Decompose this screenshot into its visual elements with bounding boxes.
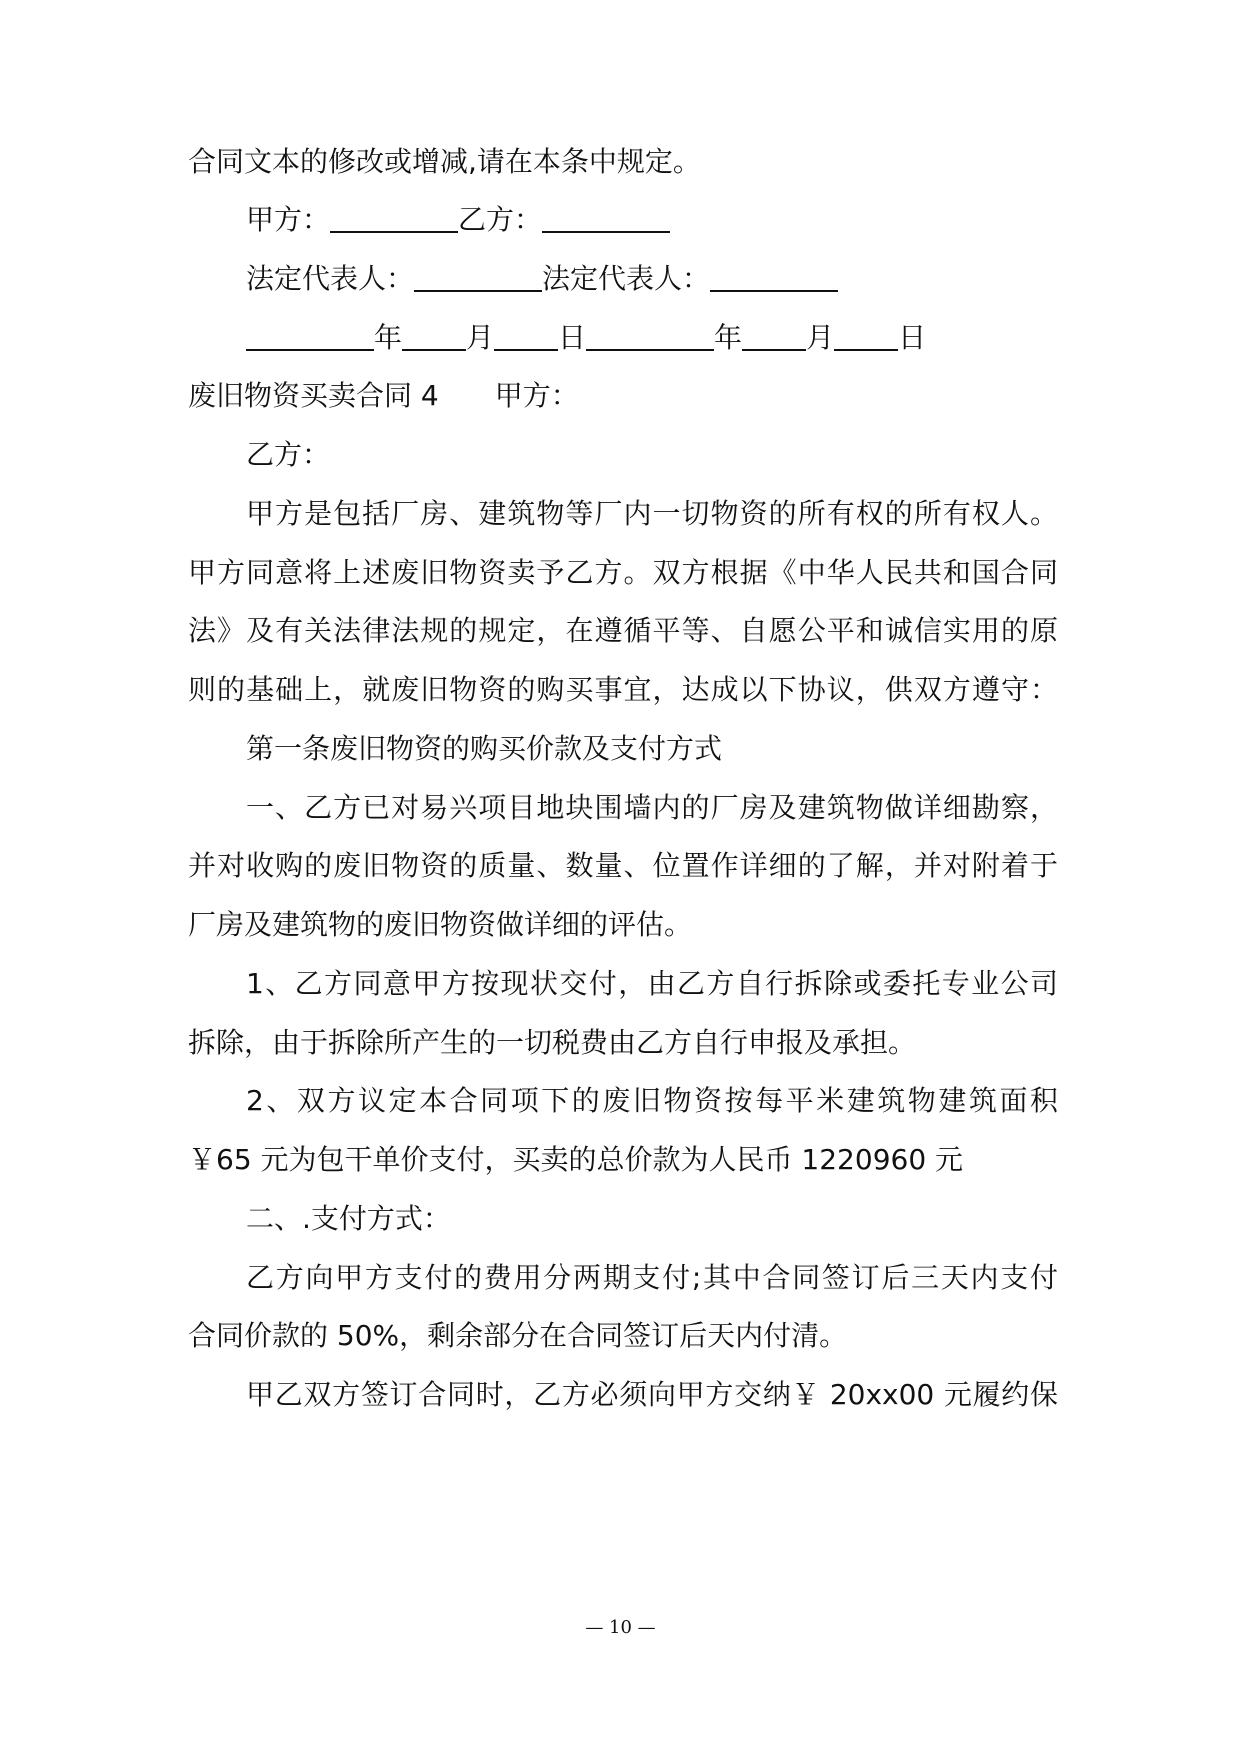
party-a-blank: [330, 201, 458, 233]
text-line: 一、乙方已对易兴项目地块围墙内的厂房及建筑物做详细勘察，: [246, 791, 1058, 824]
rep-b-blank: [710, 260, 838, 292]
year-label: 年: [714, 321, 743, 354]
day-label: 日: [558, 321, 587, 354]
text-line: 1、乙方同意甲方按现状交付，由乙方自行拆除或委托专业公司: [246, 967, 1058, 1000]
party-b-label: 乙方：: [458, 203, 543, 236]
day-blank: [834, 319, 898, 351]
day-label: 日: [898, 321, 927, 354]
party-b-blank: [542, 201, 670, 233]
contract-title: 废旧物资买卖合同 4: [188, 379, 439, 412]
month-blank: [402, 319, 466, 351]
text-line: 合同价款的 50%，剩余部分在合同签订后天内付清。: [188, 1319, 848, 1352]
article-heading: 第一条废旧物资的购买价款及支付方式: [246, 732, 723, 765]
text-line: 法》及有关法律法规的规定，在遵循平等、自愿公平和诚信实用的原: [188, 614, 1058, 647]
signature-parties-line: [246, 200, 1058, 240]
text-line: 乙方向甲方支付的费用分两期支付;其中合同签订后三天内支付: [246, 1261, 1058, 1294]
rep-a-blank: [414, 260, 542, 292]
year-label: 年: [374, 321, 403, 354]
month-label: 月: [806, 321, 835, 354]
page-number: — 10 —: [585, 1617, 656, 1638]
month-blank: [742, 319, 806, 351]
text-line: 甲乙双方签订合同时，乙方必须向甲方交纳￥ 20xx00 元履约保: [246, 1378, 1058, 1411]
rep-b-label: 法定代表人：: [542, 262, 711, 295]
signature-date-line: [246, 318, 1058, 358]
signature-representatives-line: [246, 259, 1058, 299]
day-blank: [494, 319, 558, 351]
text-line: 厂房及建筑物的废旧物资做详细的评估。: [188, 908, 693, 941]
text-line: 2、双方议定本合同项下的废旧物资按每平米建筑物建筑面积: [246, 1084, 1058, 1117]
month-label: 月: [466, 321, 495, 354]
year-blank: [586, 319, 714, 351]
year-blank: [246, 319, 374, 351]
rep-a-label: 法定代表人：: [246, 262, 415, 295]
text-line: 则的基础上，就废旧物资的购买事宜，达成以下协议，供双方遵守：: [188, 673, 1058, 706]
text-line: 拆除，由于拆除所产生的一切税费由乙方自行申报及承担。: [188, 1026, 917, 1059]
section-heading: 二、.支付方式：: [246, 1202, 451, 1235]
contract-title-line: [188, 376, 1058, 416]
text-line: 甲方是包括厂房、建筑物等厂内一切物资的所有权的所有权人。: [246, 497, 1058, 530]
text-line: ￥65 元为包干单价支付，买卖的总价款为人民币 1220960 元: [188, 1143, 964, 1176]
party-b-line: 乙方：: [246, 438, 331, 471]
text-line: 合同文本的修改或增减,请在本条中规定。: [188, 145, 701, 178]
text-line: 甲方同意将上述废旧物资卖予乙方。双方根据《中华人民共和国合同: [188, 556, 1058, 589]
party-a-label: 甲方：: [494, 379, 579, 412]
party-a-label: 甲方：: [246, 203, 331, 236]
text-line: 并对收购的废旧物资的质量、数量、位置作详细的了解，并对附着于: [188, 849, 1058, 882]
